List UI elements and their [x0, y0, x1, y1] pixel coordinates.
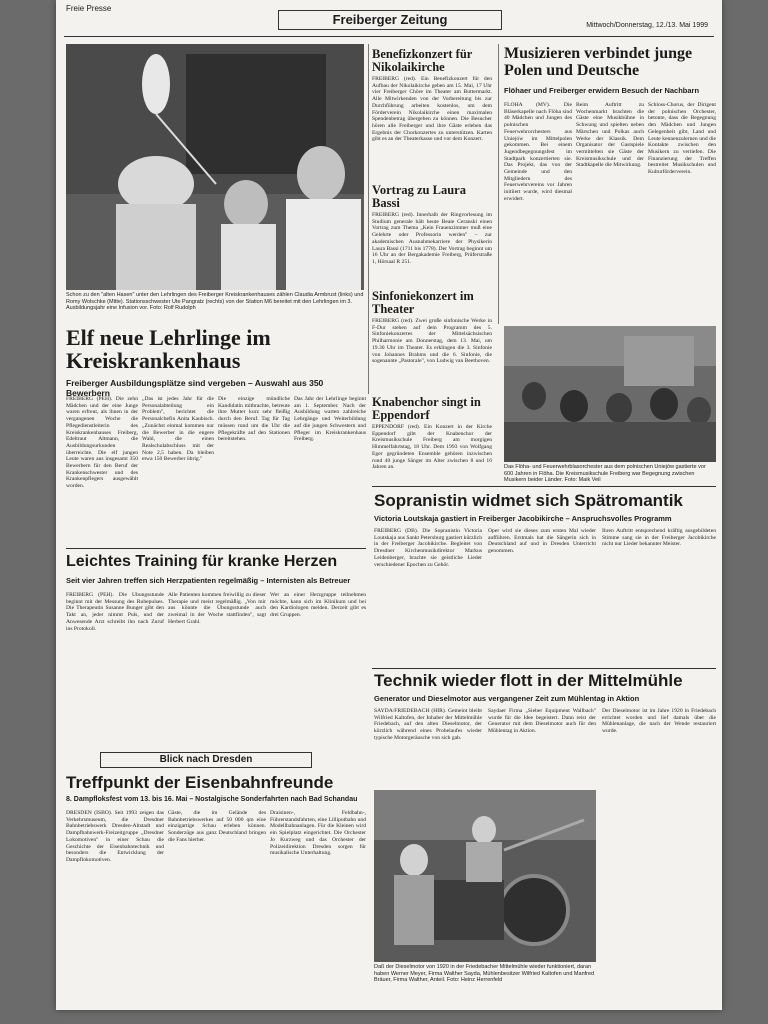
- column-divider: [368, 44, 369, 394]
- vortrag-text: FREIBERG (red). Innerhalb der Ringvorlesung im Studium generale hält heute Beate Ceranski einen Vortrag zum Thema „Kein Frauenzimmer muß eine Gelehrte oder Professorin werden" – zur akademischen Ausnahmekarriere der Physikerin Laura Bassi (1711 bis 1778). Der Vortrag beginnt um 16 Uhr an der Bergakademie Freiberg, Prüferstraße 1, Hörsaal R 251.: [372, 212, 492, 265]
- training-subtitle: Seit vier Jahren treffen sich Herzpatienten regelmäßig – Internisten als Betreuer: [66, 576, 351, 585]
- newspaper-page: [56, 0, 722, 1010]
- column-divider: [498, 44, 499, 324]
- hospital-photo: [66, 44, 364, 290]
- eisenbahn-text-col2: Gäste, die im Gelände des Bahnbetriebswerkes auf 50 000 qm eine einzigartige Schau erleben können. Sonderzüge aus ganz Deutschland bringen die Fans hierher.: [168, 810, 266, 843]
- eisenbahn-text-col1: DRESDEN (ISBO). Seit 1993 zeigen das Verkehrsmuseum, die Dresdner Bahnbetriebswerk Dresden-Altstadt und Dampfbahnwerk-Freizeitgruppe „Dresdner Lokomotiven" in einer Schau die Geschichte der Eisenbahntechnik und besonders die Entwicklung der Dampflokomotiven.: [66, 810, 164, 863]
- lehrlinge-title: Elf neue Lehrlinge im Kreiskrankenhaus: [66, 325, 271, 374]
- eisenbahn-subtitle: 8. Dampfloksfest vom 13. bis 16. Mai – Nostalgische Sonderfahrten nach Bad Schandau: [66, 796, 358, 803]
- sinfonie-title: Sinfoniekonzert im Theater: [372, 289, 474, 317]
- training-title: Leichtes Training für kranke Herzen: [66, 553, 338, 570]
- musizieren-subtitle: Flöhaer und Freiberger erwidern Besuch der Nachbarn: [504, 86, 700, 95]
- section-title: Freiberger Zeitung: [278, 10, 502, 30]
- benefiz-title: Benefizkonzert für Nikolaikirche: [372, 47, 473, 75]
- orchestra-photo-image: [504, 326, 716, 462]
- technik-title: Technik wieder flott in der Mittelmühle: [374, 671, 683, 690]
- technik-subtitle: Generator und Dieselmotor aus vergangener Zeit zum Mühlentag in Aktion: [374, 694, 640, 703]
- lehrlinge-text-col4: Das Jahr der Lehrlinge beginnt am 1. September. Nach der Ausbildung warten zahlreiche Lehrgänge und Weiterbildung auf die jungen Schwestern und Pfleger im Kreiskrankenhaus Freiberg.: [294, 396, 366, 443]
- lehrlinge-text-col3: Die einzige mündliche Kandidatin mitbrachte, betreute ihre Mutter kurz sehr fleißig durch den Beruf. Tag für Tag müssen rund um die Uhr die Pflegekräfte auf den Stationen bereitstehen.: [218, 396, 290, 443]
- lehrlinge-text-col2: „Das ist jedes Jahr für die Personalabteilung ein Problem", berichtet die Personalchefin Anita Kaubisch. „Zunächst einmal kommen nur die Bewerber in die engere Wahl, die einen Realschulabschluss mit der Note 2,5 haben. Da bleiben etwa 150 Bewerber übrig.": [142, 396, 214, 463]
- musizieren-text-col2: Beim Auftritt zu Wochenmarkt brachten die Gäste eine Musikbühne in Schwung und spielten neben Märschen und Polkas auch Werke der Klassik. Dem Organisator der Gastspiele vermittelten sie Gäste der Kreismusikschule und der Stadtkapelle die Mitwirkung.: [576, 102, 644, 169]
- sinfonie-text: FREIBERG (red). Zwei große sinfonische Werke in F-Dur stehen auf dem Programm des 5. Sinfoniekonzertes der Mittelsächsischen Philharmonie am Donnerstag, dem 13. Mai, um 19.30 Uhr im Theater. Es erklingen die 3. Sinfonie von Johannes Brahms und die 6. Sinfonie, die sogenannte „Pastorale", von Ludwig van Beethoven.: [372, 318, 492, 365]
- hospital-photo-caption: Schon zu den "alten Hasen" unter den Lehrlingen des Freiberger Kreiskrankenhauses zählen Claudia Armbrust (links) und Romy Wolschke (Mitte). Stationsschwester Ute Pangratz (rechts) von der Station M6 bereitet mit den Lehrlingen im 3. Ausbildungsjahr eine Infusion vor. Foto: Rolf Rudolph: [66, 292, 364, 312]
- training-text-col2: Alle Patienten kommen freiwillig zu dieser Therapie und meist regelmäßig. „Von mir aus könnte die Übungsstunde auch zweimal in der Woche stattfinden", sagt Herbert Grahl.: [168, 592, 266, 625]
- sopran-subtitle: Victoria Loutskaja gastiert in Freiberger Jacobikirche – Anspruchsvolles Programm: [374, 514, 672, 523]
- eisenbahn-title: Treffpunkt der Eisenbahnfreunde: [66, 773, 334, 792]
- orchestra-photo-caption: Das Flöha- und Feuerwehrblasorchester aus dem polnischen Uniejów gastierte vor 600 Jahren in Flöha. Die Kreismusikschule Freiberg war Begegnung zwischen Musikern beider Länder. Foto: Maik Veil: [504, 464, 706, 484]
- section-rule: [66, 548, 366, 549]
- technik-text-col3: Der Dieselmotor ist im Jahre 1920 in Friedebach errichtet worden und lief damals über die Mühlenanlage, die nach der Wende restauriert wurde.: [602, 708, 716, 735]
- orchestra-photo: [504, 326, 716, 462]
- mill-photo-image: [374, 790, 596, 962]
- sopran-title: Sopranistin widmet sich Spätromantik: [374, 491, 683, 510]
- issue-date: Mittwoch/Donnerstag, 12./13. Mai 1999: [586, 22, 708, 29]
- musizieren-text-col3: Schloss-Chorus, der Dirigent der polnischen Orchester, betonte, dass die Begegnung den Mädchen und Jungen Gelegenheit gibt, Land und Leute kennenzulernen und die Kontakte zwischen den Musikern zu vertiefen. Die Finanzierung der Treffen bestreitet Musikschulen und Kulturförderverein.: [648, 102, 716, 176]
- section-rule: [372, 486, 716, 487]
- header-rule: [64, 36, 714, 37]
- section-rule: [372, 668, 716, 669]
- sopran-text-col2: Oper wird sie dieses zum ersten Mal wieder aufführen. Erstmals hat die Sängerin sich in Deutschland auf und in Dresden Unterricht genommen.: [488, 528, 596, 555]
- training-text-col1: FREIBERG (PEH). Die Übungsstunde beginnt mit der Messung des Ruhepulses. Die Therapeutin Susanne Bunger gibt den Takt an, jeder nimmt Puls, und der Anwesende Arzt schreibt ihn nach Zuruf ins Protokoll.: [66, 592, 164, 632]
- mill-photo: [374, 790, 596, 962]
- sopran-text-col1: FREIBERG (DB). Die Sopranistin Victoria Loutskaja aus Sankt Petersburg gastiert kürzlich in der Freiberger Jacobikirche. Begleitet von Dresdner Kirchenmusikdirektor Markus Leidenberger, brachte sie geistliche Lieder verschiedener Epochen zu Gehör.: [374, 528, 482, 568]
- eisenbahn-text-col3: Draisinen-, Feldbahn-, Führerstandsfahrten, eine Lilliputbahn und Modellbahnanlagen. Für die Kleinen wird ein Spielplatz eingerichtet. Die Orchester Jo Kurzweg und das Orchester der Polizeidirektion Dresden sorgen für musikalische Unterhaltung.: [270, 810, 366, 857]
- paper-name: Freie Presse: [66, 4, 112, 13]
- technik-text-col2: Saydaer Firma „Sieber Equipment Wallbach" wurde für die Idee begeistert. Dann reist der Generator mit dem Dieselmotor auch für den Mühlentag in Aktion.: [488, 708, 596, 735]
- knabenchor-title: Knabenchor singt in Eppendorf: [372, 395, 481, 423]
- knabenchor-text: EPPENDORF (red). Ein Konzert in der Kirche Eppendorf gibt der Knabenchor der Kreismusikschule Freiberg am morgigen Himmelfahrtstag, 18 Uhr. Dem 1993 von Wolfgang Eger gegründeten Ensemble gehören inzwischen rund 40 junge Sänger im Alter zwischen 8 und 16 Jahren an.: [372, 424, 492, 471]
- musizieren-title: Musizieren verbindet junge Polen und Deutsche: [504, 45, 693, 79]
- region-label: Blick nach Dresden: [100, 752, 312, 768]
- lehrlinge-text-col1: FREIBERG (PEH). Die zehn Mädchen und der eine Junge waren erfreut, als ihnen in der vergangenen Woche die Pflegedienstleiterin des Kreiskrankenhauses Freiberg, Edeltraut Altmann, die Ausbildungsurkunden überreichte. Die elf jungen Leute waren aus insgesamt 350 Bewerbern für den Beruf der Krankenschwester und des Krankenpflegers ausgewählt worden.: [66, 396, 138, 490]
- technik-text-col1: SAYDA/FRIEDEBACH (HIR). Gemeint bleibt Wilfried Kaltofen, der Inhaber der Mittelmühle Friedebach, auf den alten Dieselmotor, der kürzlich während eines Probelaufes wieder typische Motorgeräusche von sich gab.: [374, 708, 482, 741]
- training-text-col3: Wer an einer Herzgruppe teilnehmen möchte, kann sich im Klinikum und bei den Kardiologen melden. Derzeit gibt es drei Gruppen.: [270, 592, 366, 619]
- sopran-text-col3: Ihren Auftritt entsprechend kräftig ausgebildeten Stimme sang sie in der Freiberger Jacobikirche nicht nur Lieder bekannter Meister.: [602, 528, 716, 548]
- mill-photo-caption: Daß der Dieselmotor von 1920 in der Friedebacher Mittelmühle wieder funktioniert, daran haben Werner Meyer, Firma Walther Sayda, Mühlenbesitzer Wilfried Kaltofen und Manfred Bräuer, Firma Walther, Anteil. Foto: Heinz Herrenfeld: [374, 964, 595, 984]
- benefiz-text: FREIBERG (red). Ein Benefizkonzert für den Aufbau der Nikolaikirche geben am 15. Mai, 17 Uhr vier Freiberger Chöre im Theater am Buttermarkt. Alle Mitwirkenden von der Vorbereitung bis zur Durchführung arbeiten kostenlos, um dem Förderverein Nikolaikirche einen maximalen Spendenbetrag übergeben zu können. Die Besucher hören alle Freiberger und ihre Gäste erleben das Ergebnis der Chorkonzertes zu unterstützen. Karten gibt es an der Theaterkasse und vor dem Konzert.: [372, 76, 492, 143]
- musizieren-text-col1: FLÖHA (MV). Die Bläserkapelle nach Flöha sind 40 Mädchen und Jungen des polnischen Feuerwehrorchesters aus Uniejów im Mittelpolen gekommen. Bei einem Jugendbegegnungsfest im Stadtpark konzertierten sie. Das Projekt, das von der Gemeinde und den Mitgliedern des Feuerwehrvereins vor Jahren initiiert wurde, wird diesmal erwidert.: [504, 102, 572, 202]
- hospital-photo-image: [66, 44, 364, 290]
- vortrag-title: Vortrag zu Laura Bassi: [372, 183, 466, 211]
- lehrlinge-subtitle: Freiberger Ausbildungsplätze sind vergeben – Auswahl aus 350 Bewerbern: [66, 378, 324, 398]
